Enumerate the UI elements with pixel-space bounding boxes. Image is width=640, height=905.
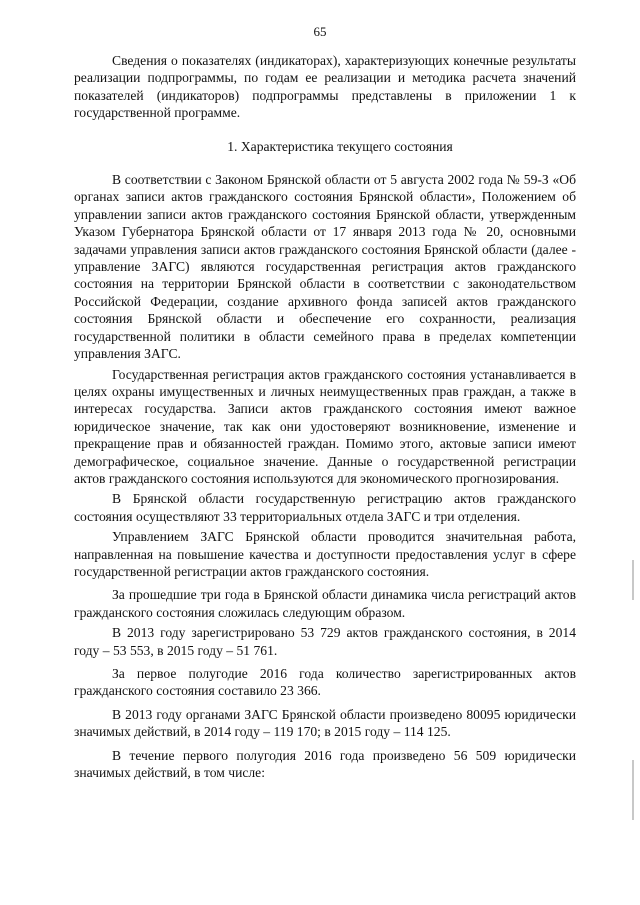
paragraph-legal-basis: В соответствии с Законом Брянской области от 5 августа 2002 года № 59-З «Об органах записи актов гражданского состояния Брянской области», Положением об управлении записи актов гражданского состояния Брянской области, утвержденным Указом Губернатора Брянской области от 17 января 2013 года № 20, основными задачами управления записи актов гражданского состояния Брянской области (далее - управление ЗАГС) являются государственная регистрация актов гражданского состояния на территории Брянской области в соответствии с законодательством Российской Федерации, создание архивного фонда записей актов гражданского состояния Брянской области и обеспечение его сохранности, реализация государственной политики в области семейного права в пределах компетенции управления ЗАГС.	[74, 172, 576, 362]
paragraph-registration-purpose: Государственная регистрация актов гражданского состояния устанавливается в целях охраны имущественных и личных неимущественных прав граждан, а также в интересах государства. Записи актов гражданского состояния имеют важное юридическое значение, так как они удостоверяют возникновение, изменение и прекращение прав и обязанностей граждан. Помимо этого, актовые записи имеют демографическое, социальное значение. Данные о государственной регистрации актов гражданского состояния используются для экономического прогнозирования.	[74, 366, 576, 486]
paragraph-registrations-by-year: В 2013 году зарегистрировано 53 729 актов гражданского состояния, в 2014 году – 53 553, в 2015 году – 51 761.	[74, 625, 576, 658]
paragraph-territorial-offices: В Брянской области государственную регистрацию актов гражданского состояния осуществляют 33 территориальных отдела ЗАГС и три отделения.	[74, 491, 576, 524]
intro-paragraph: Сведения о показателях (индикаторах), характеризующих конечные результаты реализации подпрограммы, по годам ее реализации и методика расчета значений показателей (индикаторов) подпрограммы представлены в приложении 1 к государственной программе.	[74, 53, 576, 121]
paragraph-dynamics-intro: За прошедшие три года в Брянской области динамика числа регистраций актов гражданского состояния сложилась следующим образом.	[74, 587, 576, 620]
paragraph-legal-actions-2016: В течение первого полугодия 2016 года произведено 56 509 юридически значимых действий, в том числе:	[74, 747, 576, 781]
paragraph-legal-actions-by-year: В 2013 году органами ЗАГС Брянской области произведено 80095 юридически значимых действий, в 2014 году – 119 170; в 2015 году – 114 125.	[74, 706, 576, 740]
document-body	[74, 52, 576, 781]
scan-edge-mark	[632, 760, 634, 820]
paragraph-quality-work: Управлением ЗАГС Брянской области проводится значительная работа, направленная на повышение качества и доступности предоставления услуг в сфере государственной регистрации актов гражданского состояния.	[74, 529, 576, 579]
section-heading: 1. Характеристика текущего состояния	[227, 138, 453, 154]
page-number: 65	[313, 24, 327, 39]
scan-edge-mark	[632, 560, 634, 600]
paragraph-first-half-2016: За первое полугодие 2016 года количество зарегистрированных актов гражданского состояния составило 23 366.	[74, 666, 576, 699]
